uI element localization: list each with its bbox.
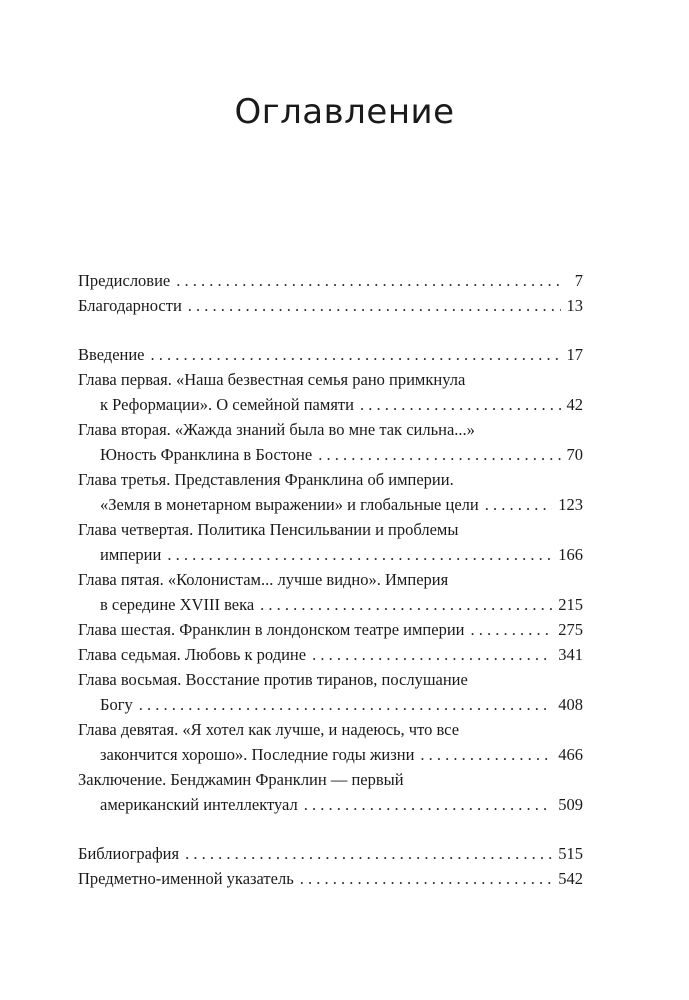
toc-page-number: 166 [558,545,583,564]
toc-entry-text-continued: американский интеллектуал [100,795,298,814]
toc-entry-text: Глава девятая. «Я хотел как лучше, и надеюсь, что все [78,720,460,739]
toc-page-number: 123 [558,495,583,514]
toc-entry-text: Предисловие [78,271,171,290]
toc-entry-text-continued: империи [100,545,162,564]
dot-leader [420,742,552,767]
toc-entry-chapter-4[interactable] [78,517,583,567]
table-of-contents [78,268,583,891]
toc-entry-chapter-2[interactable] [78,417,583,467]
toc-entry-text: Предметно-именной указатель [78,869,294,888]
toc-entry-text: Глава восьмая. Восстание против тиранов, послушание [78,670,468,689]
toc-entry-text: Глава шестая. Франклин в лондонском театре империи [78,620,465,639]
toc-entry-chapter-3[interactable] [78,467,583,517]
toc-page-number: 275 [558,620,583,639]
dot-leader [185,841,552,866]
toc-entry-text-continued: к Реформации». О семейной памяти [100,395,354,414]
toc-entry-text: Глава пятая. «Колонистам... лучше видно». Империя [78,570,449,589]
toc-page-number: 515 [558,844,583,863]
toc-entry-chapter-7[interactable] [78,642,583,667]
toc-entry-chapter-1[interactable] [78,367,583,417]
toc-entry-acknowledgements[interactable] [78,293,583,318]
toc-page-number: 42 [566,395,583,414]
toc-page-number: 466 [558,745,583,764]
toc-entry-text-continued: Юность Франклина в Бостоне [100,445,313,464]
toc-page-number: 7 [574,271,583,290]
dot-leader [360,392,561,417]
toc-entry-chapter-6[interactable] [78,617,583,642]
toc-page-number: 17 [566,345,583,364]
dot-leader [151,342,561,367]
toc-entry-chapter-5[interactable] [78,567,583,617]
dot-leader [300,866,553,891]
toc-entry-text-continued: закончится хорошо». Последние годы жизни [100,745,415,764]
toc-entry-introduction[interactable] [78,342,583,367]
toc-entry-text: Заключение. Бенджамин Франклин — первый [78,770,404,789]
dot-leader [304,792,553,817]
toc-entry-index[interactable] [78,866,583,891]
toc-page-number: 215 [558,595,583,614]
toc-entry-chapter-9[interactable] [78,717,583,767]
toc-page-number: 408 [558,695,583,714]
toc-entry-text-continued: Богу [100,695,133,714]
toc-entry-text: Глава четвертая. Политика Пенсильвании и проблемы [78,520,459,539]
dot-leader [318,442,560,467]
toc-entry-text: Введение [78,345,145,364]
toc-page-number: 13 [566,296,583,315]
page-title: Оглавление [234,92,455,132]
toc-page-number: 341 [558,645,583,664]
toc-entry-text: Глава седьмая. Любовь к родине [78,645,307,664]
toc-entry-text: Глава первая. «Наша безвестная семья рано примкнула [78,370,466,389]
toc-page-number: 542 [558,869,583,888]
toc-entry-text: Благодарности [78,296,182,315]
toc-entry-chapter-8[interactable] [78,667,583,717]
toc-entry-text: Глава третья. Представления Франклина об империи. [78,470,454,489]
toc-entry-preface[interactable] [78,268,583,293]
toc-entry-text-continued: «Земля в монетарном выражении» и глобальные цели [100,495,479,514]
toc-entry-text-continued: в середине XVIII века [100,595,255,614]
toc-entry-conclusion[interactable] [78,767,583,817]
dot-leader [312,642,552,667]
toc-page-number: 70 [566,445,583,464]
dot-leader [485,492,553,517]
dot-leader [139,692,553,717]
dot-leader [167,542,552,567]
dot-leader [176,268,563,293]
toc-page-number: 509 [558,795,583,814]
dot-leader [470,617,552,642]
toc-entry-text: Глава вторая. «Жажда знаний была во мне так сильна...» [78,420,475,439]
toc-entry-bibliography[interactable] [78,841,583,866]
dot-leader [188,293,561,318]
dot-leader [260,592,552,617]
toc-entry-text: Библиография [78,844,180,863]
